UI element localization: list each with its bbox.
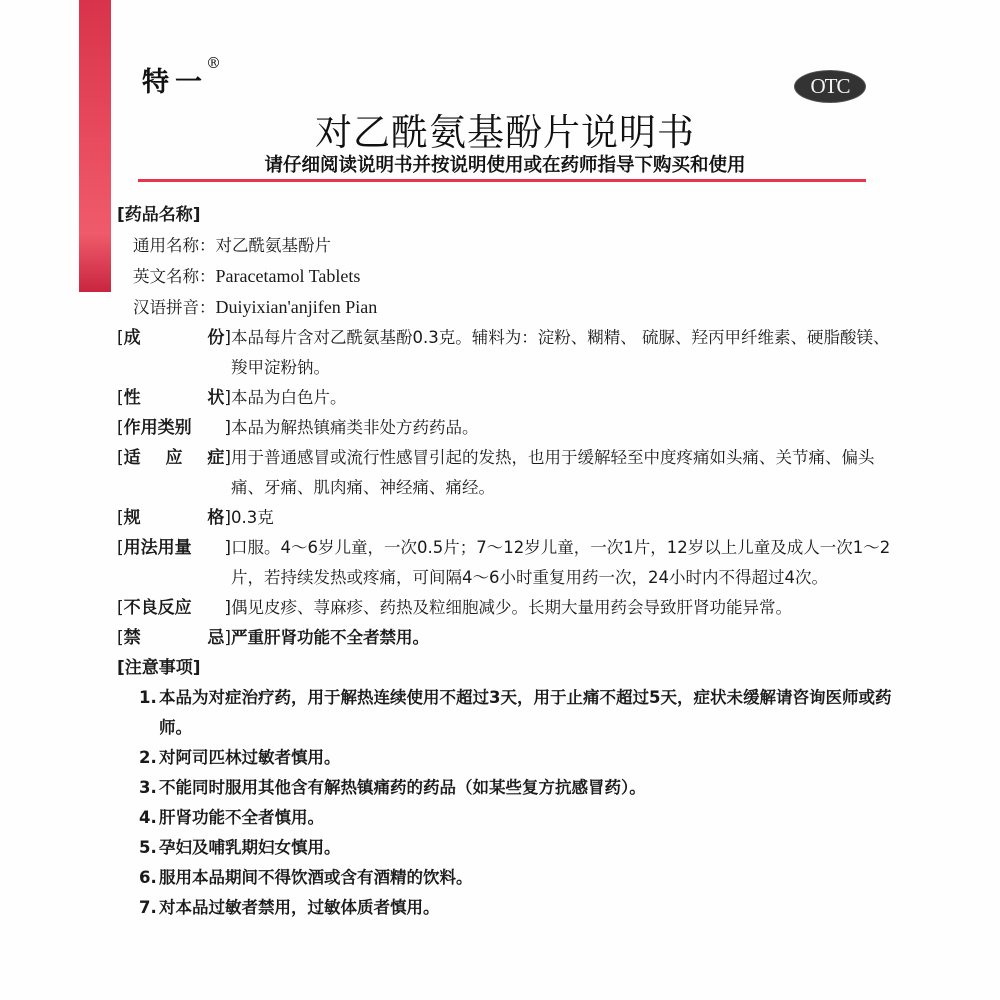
bracket-open: [ <box>117 328 124 348</box>
section-label-text <box>124 443 225 503</box>
bracket-close: ] <box>224 598 231 618</box>
brand-logo <box>142 54 221 99</box>
section-text: 偶见皮疹、荨麻疹、药热及粒细胞减少。长期大量用药会导致肝肾功能异常。 <box>231 598 792 617</box>
item-text: 本品为对症治疗药，用于解热连续使用不超过3天，用于止痛不超过5天，症状未缓解请咨询医师或药师。 <box>159 688 892 737</box>
section-label-text <box>124 593 225 623</box>
item-number: 7. <box>139 898 157 917</box>
pinyin-name-row <box>117 292 897 323</box>
field-label: 通用名称： <box>133 236 216 255</box>
field-value: Duiyixian'anjifen Pian <box>215 297 378 317</box>
section-heading-precautions: [注意事项] <box>117 658 201 678</box>
label-char: 格 <box>207 508 225 528</box>
section-ingredients <box>117 323 897 383</box>
item-number: 3. <box>139 778 157 797</box>
bracket-open: [ <box>117 448 124 468</box>
label-char: 症 <box>207 448 225 468</box>
precaution-item <box>139 683 897 743</box>
label-char: 作用类别 <box>123 418 192 438</box>
page-title: 对乙酰氨基酚片说明书 <box>315 111 695 154</box>
generic-name-row <box>117 230 897 261</box>
label-char: 禁 <box>123 628 141 648</box>
bracket-close: ] <box>224 508 231 528</box>
item-text: 不能同时服用其他含有解热镇痛药的药品（如某些复方抗感冒药）。 <box>159 778 646 797</box>
label-char: 状 <box>207 388 225 408</box>
section-label-text <box>124 503 225 533</box>
precaution-item <box>139 743 897 773</box>
section-description <box>117 383 897 413</box>
brand-name: 特一 <box>142 67 208 98</box>
section-indications <box>117 443 897 503</box>
section-label <box>117 593 231 623</box>
label-char: 性 <box>123 388 141 408</box>
precautions-list <box>117 683 897 923</box>
bracket-open: [ <box>117 418 124 438</box>
item-number: 5. <box>139 838 157 857</box>
label-char: 适 <box>123 448 141 468</box>
precaution-item <box>139 773 897 803</box>
bracket-close: ] <box>224 418 231 438</box>
bracket-open: [ <box>117 508 124 528</box>
label-char: 成 <box>123 328 141 348</box>
section-dosage <box>117 533 897 593</box>
item-text: 对本品过敏者禁用，过敏体质者慎用。 <box>159 898 440 917</box>
section-label <box>117 383 231 413</box>
field-label: 英文名称： <box>133 267 216 286</box>
bracket-open: [ <box>117 538 124 558</box>
section-label-text <box>124 383 225 413</box>
section-specification <box>117 503 897 533</box>
bracket-open: [ <box>117 628 124 648</box>
section-text: 本品为解热镇痛类非处方药药品。 <box>231 418 479 437</box>
label-char: 不良反应 <box>123 598 192 618</box>
item-number: 1. <box>139 688 157 707</box>
section-label-text <box>124 413 225 443</box>
section-label <box>117 413 231 443</box>
field-value: 对乙酰氨基酚片 <box>215 236 331 255</box>
precaution-item <box>139 893 897 923</box>
precaution-item <box>139 833 897 863</box>
header-divider <box>138 179 866 182</box>
bracket-close: ] <box>224 448 231 468</box>
section-text: 用于普通感冒或流行性感冒引起的发热，也用于缓解轻至中度疼痛如头痛、关节痛、偏头痛、牙痛、肌肉痛、神经痛、痛经。 <box>231 448 875 497</box>
section-text: 口服。4～6岁儿童，一次0.5片；7～12岁儿童，一次1片，12岁以上儿童及成人一次1～2片，若持续发热或疼痛，可间隔4～6小时重复用药一次，24小时内不得超过4次。 <box>231 538 891 587</box>
bracket-close: ] <box>224 388 231 408</box>
section-label-text <box>124 623 225 653</box>
registered-trademark-icon: ® <box>206 54 221 72</box>
section-label-text <box>124 323 225 383</box>
section-heading-drug-name: [药品名称] <box>117 205 201 225</box>
precaution-item <box>139 863 897 893</box>
item-number: 6. <box>139 868 157 887</box>
item-text: 服用本品期间不得饮酒或含有酒精的饮料。 <box>159 868 473 887</box>
label-char: 忌 <box>207 628 225 648</box>
english-name-row <box>117 261 897 292</box>
otc-badge <box>794 70 866 103</box>
item-number: 2. <box>139 748 157 767</box>
precaution-item <box>139 803 897 833</box>
section-list <box>117 323 897 653</box>
item-text: 对阿司匹林过敏者慎用。 <box>159 748 341 767</box>
section-label <box>117 503 231 533</box>
bracket-open: [ <box>117 598 124 618</box>
otc-label: OTC <box>810 74 850 98</box>
section-adverse-reactions <box>117 593 897 623</box>
bracket-open: [ <box>117 388 124 408</box>
section-label <box>117 623 231 653</box>
item-text: 孕妇及哺乳期妇女慎用。 <box>159 838 341 857</box>
section-text: 严重肝肾功能不全者禁用。 <box>231 628 429 647</box>
bracket-close: ] <box>224 628 231 648</box>
label-char: 规 <box>123 508 141 528</box>
section-text: 本品为白色片。 <box>231 388 347 407</box>
bracket-close: ] <box>224 538 231 558</box>
section-label <box>117 443 231 503</box>
section-text: 0.3克 <box>231 508 274 527</box>
field-value: Paracetamol Tablets <box>215 266 361 286</box>
section-label-text <box>124 533 225 593</box>
label-char: 份 <box>207 328 225 348</box>
section-label <box>117 323 231 383</box>
section-text: 本品每片含对乙酰氨基酚0.3克。辅料为：淀粉、糊精、 硫脲、羟丙甲纤维素、硬脂酸镁、羧甲淀粉钠。 <box>231 328 890 377</box>
field-label: 汉语拼音： <box>133 298 216 317</box>
page-subtitle: 请仔细阅读说明书并按说明使用或在药师指导下购买和使用 <box>264 155 746 176</box>
leaflet-content <box>117 200 897 923</box>
section-label <box>117 533 231 593</box>
label-char: 用法用量 <box>123 538 192 558</box>
section-contraindications <box>117 623 897 653</box>
item-text: 肝肾功能不全者慎用。 <box>159 808 324 827</box>
label-char: 应 <box>165 448 183 468</box>
bracket-close: ] <box>224 328 231 348</box>
item-number: 4. <box>139 808 157 827</box>
section-category <box>117 413 897 443</box>
